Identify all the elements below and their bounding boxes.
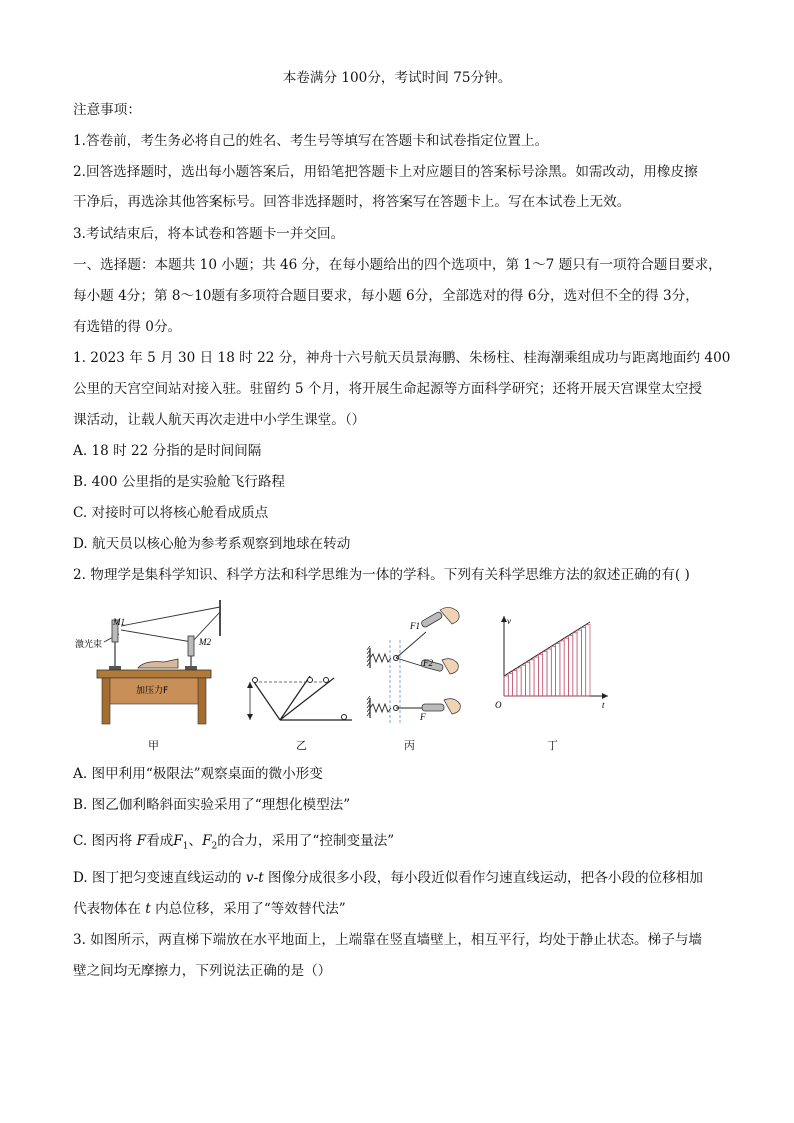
label-o: O	[495, 700, 502, 710]
step-bar	[513, 671, 517, 696]
step-bar	[556, 644, 560, 696]
step-bar	[538, 654, 542, 696]
note-item-3: 3.考试结束后，将本试卷和答题卡一并交回。	[73, 226, 345, 242]
label-force: 加压力F	[136, 686, 169, 696]
step-bar	[586, 625, 590, 696]
label-m1: M1	[113, 617, 125, 627]
step-bar	[543, 652, 547, 696]
step-bar	[508, 673, 512, 696]
step-bar	[530, 660, 534, 696]
q1-option-b: B. 400 公里指的是实验舱飞行路程	[73, 474, 286, 490]
step-bar	[581, 627, 585, 696]
q3-stem-line1: 3. 如图所示，两直梯下端放在水平地面上，上端靠在竖直墙壁上，相互平行，均处于静止状态。梯子与墙	[73, 932, 703, 948]
q1-option-d: D. 航天员以核心舱为参考系观察到地球在转动	[73, 536, 351, 552]
step-bars	[504, 625, 590, 696]
step-bar	[560, 641, 564, 696]
label-laser: 激光束	[75, 640, 103, 650]
step-bar	[517, 668, 521, 696]
step-bar	[526, 663, 530, 697]
figure-bing	[366, 596, 466, 731]
q2-option-b: B. 图乙伽利略斜面实验采用了“理想化模型法”	[73, 797, 351, 813]
q1-stem-line2: 公里的天宫空间站对接入驻。驻留约 5 个月，将开展生命起源等方面科学研究；还将开展天宫课堂太空授	[73, 381, 703, 397]
label-t: t	[602, 700, 605, 710]
figure-ding-caption: 丁	[547, 739, 558, 752]
note-item-2-line2: 干净后，再选涂其他答案标号。回答非选择题时，将答案写在答题卡上。写在本试卷上无效。	[73, 194, 631, 210]
step-bar	[569, 636, 573, 697]
figure-ding	[494, 596, 614, 731]
label-f1: F1	[410, 621, 420, 631]
q2-option-d-line2: 代表物体在 t 内总位移，采用了“等效替代法”	[73, 901, 346, 917]
step-bar	[504, 676, 508, 696]
notes-title: 注意事项：	[73, 102, 141, 118]
note-item-2-line1: 2.回答选择题时，选出每小题答案后，用铅笔把答题卡上对应题目的答案标号涂黑。如需改动，用橡皮擦	[73, 164, 698, 180]
label-v: v	[507, 616, 511, 626]
section1-line2: 每小题 4分；第 8～10题有多项符合题目要求，每小题 6分，全部选对的得 6分，选对但不全的得 3分，	[73, 288, 699, 304]
q2-stem: 2. 物理学是集科学知识、科学方法和科学思维为一体的学科。下列有关科学思维方法的叙述正确的有( )	[73, 567, 690, 583]
q1-option-c: C. 对接时可以将核心舱看成质点	[73, 505, 269, 521]
q1-stem-line3: 课活动，让载人航天再次走进中小学生课堂。（）	[73, 412, 366, 428]
section1-line1: 一、选择题：本题共 10 小题；共 46 分，在每小题给出的四个选项中，第 1～7 题只有一项符合题目要求，	[73, 257, 722, 273]
figure-jia	[74, 596, 234, 731]
step-bar	[564, 638, 568, 696]
section1-line3: 有选错的得 0分。	[73, 319, 182, 335]
note-item-1: 1.答卷前，考生务必将自己的姓名、考生号等填写在答题卡和试卷指定位置上。	[73, 133, 549, 149]
label-f2: F2	[423, 658, 433, 668]
step-bar	[551, 646, 555, 696]
figure-bing-caption: 丙	[404, 739, 415, 752]
figure-yi	[240, 596, 360, 731]
step-bar	[521, 665, 525, 696]
label-m2: M2	[199, 637, 211, 647]
q1-option-a: A. 18 时 22 分指的是时间间隔	[73, 443, 262, 459]
q3-stem-line2: 壁之间均无摩擦力，下列说法正确的是（）	[73, 963, 332, 979]
step-bar	[577, 630, 581, 696]
figure-yi-caption: 乙	[296, 739, 307, 752]
exam-header: 本卷满分 100分，考试时间 75分钟。	[282, 70, 512, 86]
q2-option-d-line1: D. 图丁把匀变速直线运动的 v-t 图像分成很多小段，每小段近似看作匀速直线运动，把各小段的位移相加	[73, 870, 703, 886]
step-bar	[573, 633, 577, 696]
figure-jia-caption: 甲	[148, 739, 159, 752]
step-bar	[547, 649, 551, 696]
q2-option-c: C. 图丙将 F看成$F_1$、$F_2$的合力，采用了“控制变量法”	[73, 833, 395, 852]
q2-option-a: A. 图甲利用“极限法”观察桌面的微小形变	[73, 766, 323, 782]
label-f: F	[420, 712, 426, 722]
step-bar	[534, 657, 538, 696]
q1-stem-line1: 1. 2023 年 5 月 30 日 18 时 22 分，神舟十六号航天员景海鹏、朱杨柱、桂海潮乘组成功与距离地面约 400	[73, 350, 731, 366]
